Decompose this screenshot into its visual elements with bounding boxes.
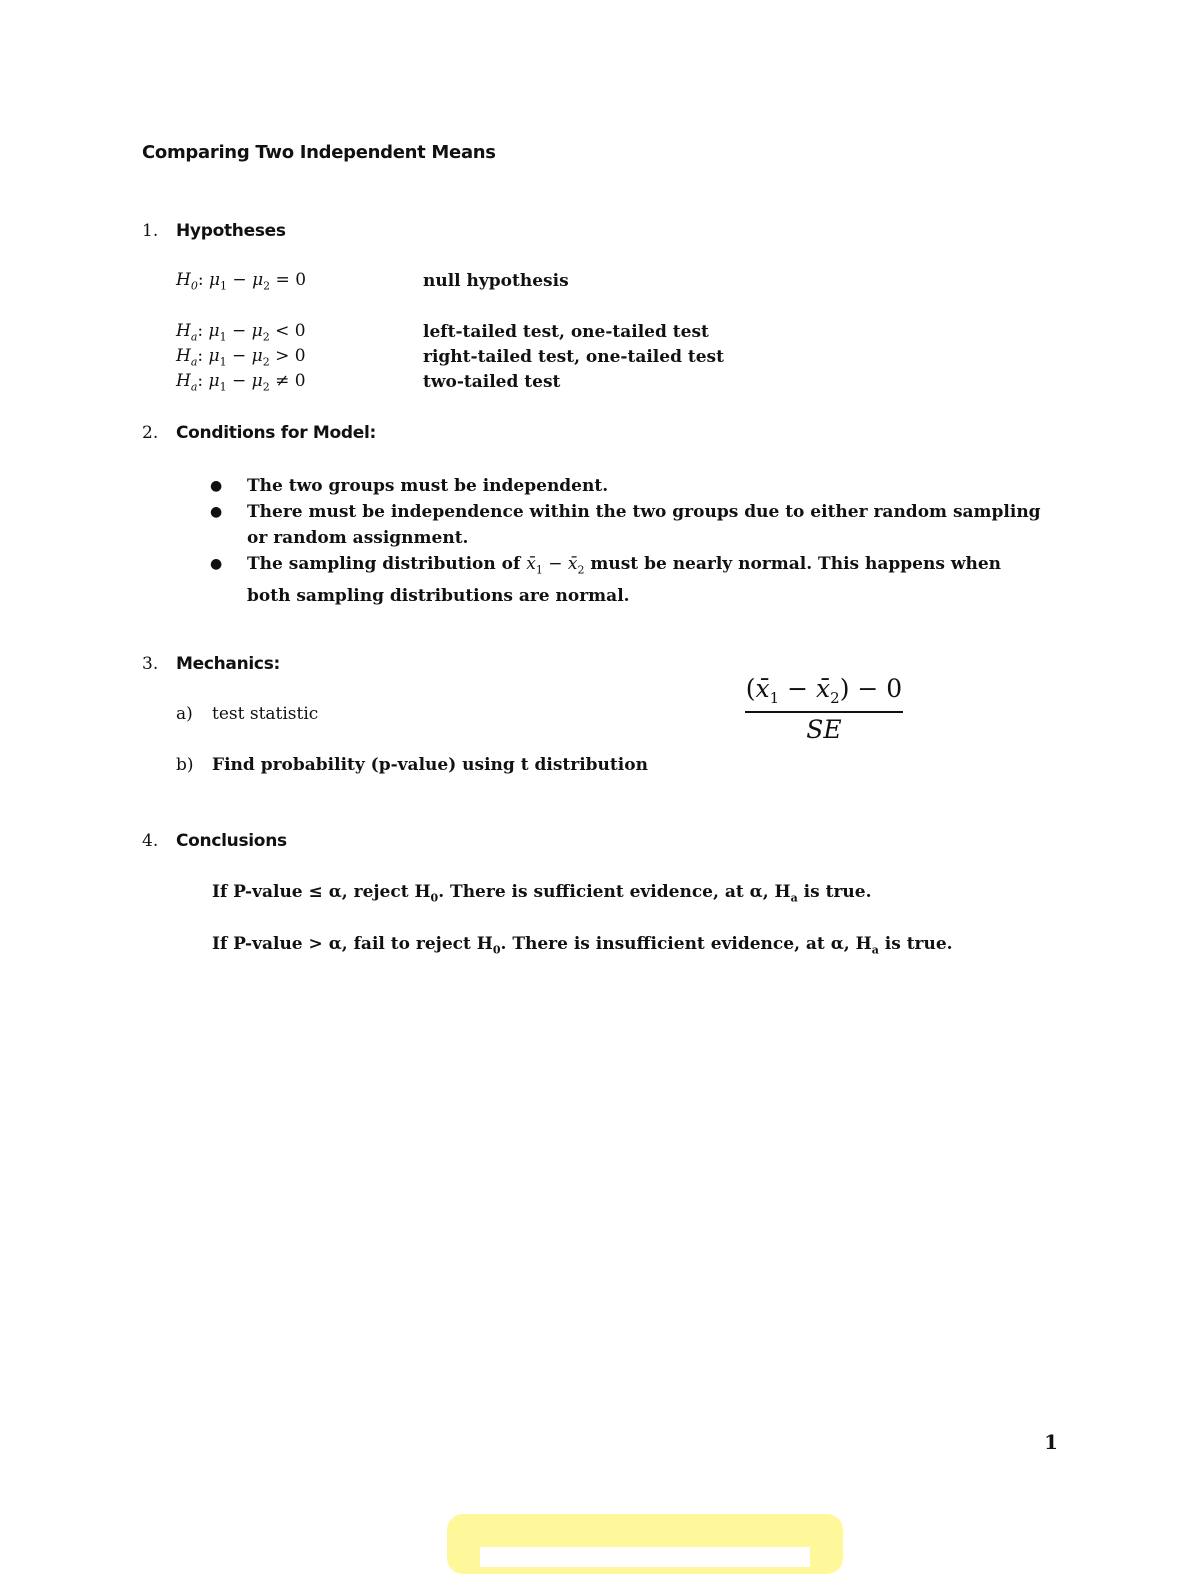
test-statistic-formula [744,674,904,744]
section-number: 4. [142,831,159,851]
mechanics-item: Find probability (p-value) using t distribution [212,755,648,775]
formula-denominator: SE [806,715,842,744]
section-number: 3. [142,654,159,674]
alt-hypothesis-left-desc: left-tailed test, one-tailed test [423,322,709,342]
alt-hypothesis-right-equation: $H_a$: $\mu_1 - \mu_2 > 0$ [176,346,306,369]
section-number: 2. [142,423,159,443]
bullet-icon: ● [210,556,223,572]
conclusion-fail-to-reject: If P-value > α, fail to reject $H_0$. There is insufficient evidence, at α, $H_a$ is true. [212,934,953,957]
alt-hypothesis-two-equation: $H_a$: $\mu_1 - \mu_2 \ne 0$ [176,371,306,394]
section-heading-conditions: Conditions for Model: [176,423,377,443]
section-heading-hypotheses: Hypotheses [176,221,286,241]
condition-item: There must be independence within the two groups due to either random sampling or random assignment. [247,502,1041,548]
condition-item: The sampling distribution of $x̄_1$ − $x̄_2$ must be nearly normal. This happens when both sampling distributions are normal. [247,554,1001,607]
list-label: a) [176,704,193,724]
page-title: Comparing Two Independent Means [142,142,496,163]
formula-numerator: ($x̄_1$ − $x̄_2) - 0$ [745,674,903,707]
bullet-icon: ● [210,478,223,494]
mechanics-item: test statistic [212,704,319,724]
null-hypothesis-equation: $H_0$: $\mu_1 - \mu_2 = 0$ [176,270,307,293]
section-heading-mechanics: Mechanics: [176,654,281,674]
footer-highlight-inner [480,1547,810,1567]
null-hypothesis-desc: null hypothesis [423,271,569,291]
alt-hypothesis-right-desc: right-tailed test, one-tailed test [423,347,724,367]
condition-item: The two groups must be independent. [247,476,609,496]
list-label: b) [176,755,194,775]
alt-hypothesis-two-desc: two-tailed test [423,372,561,392]
section-heading-conclusions: Conclusions [176,831,287,851]
page-number: 1 [1044,1430,1058,1454]
section-number: 1. [142,221,159,241]
alt-hypothesis-left-equation: $H_a$: $\mu_1 - \mu_2 < 0$ [176,321,306,344]
bullet-icon: ● [210,504,223,520]
conclusion-reject: If P-value ≤ α, reject $H_0$. There is sufficient evidence, at α, $H_a$ is true. [212,882,872,905]
